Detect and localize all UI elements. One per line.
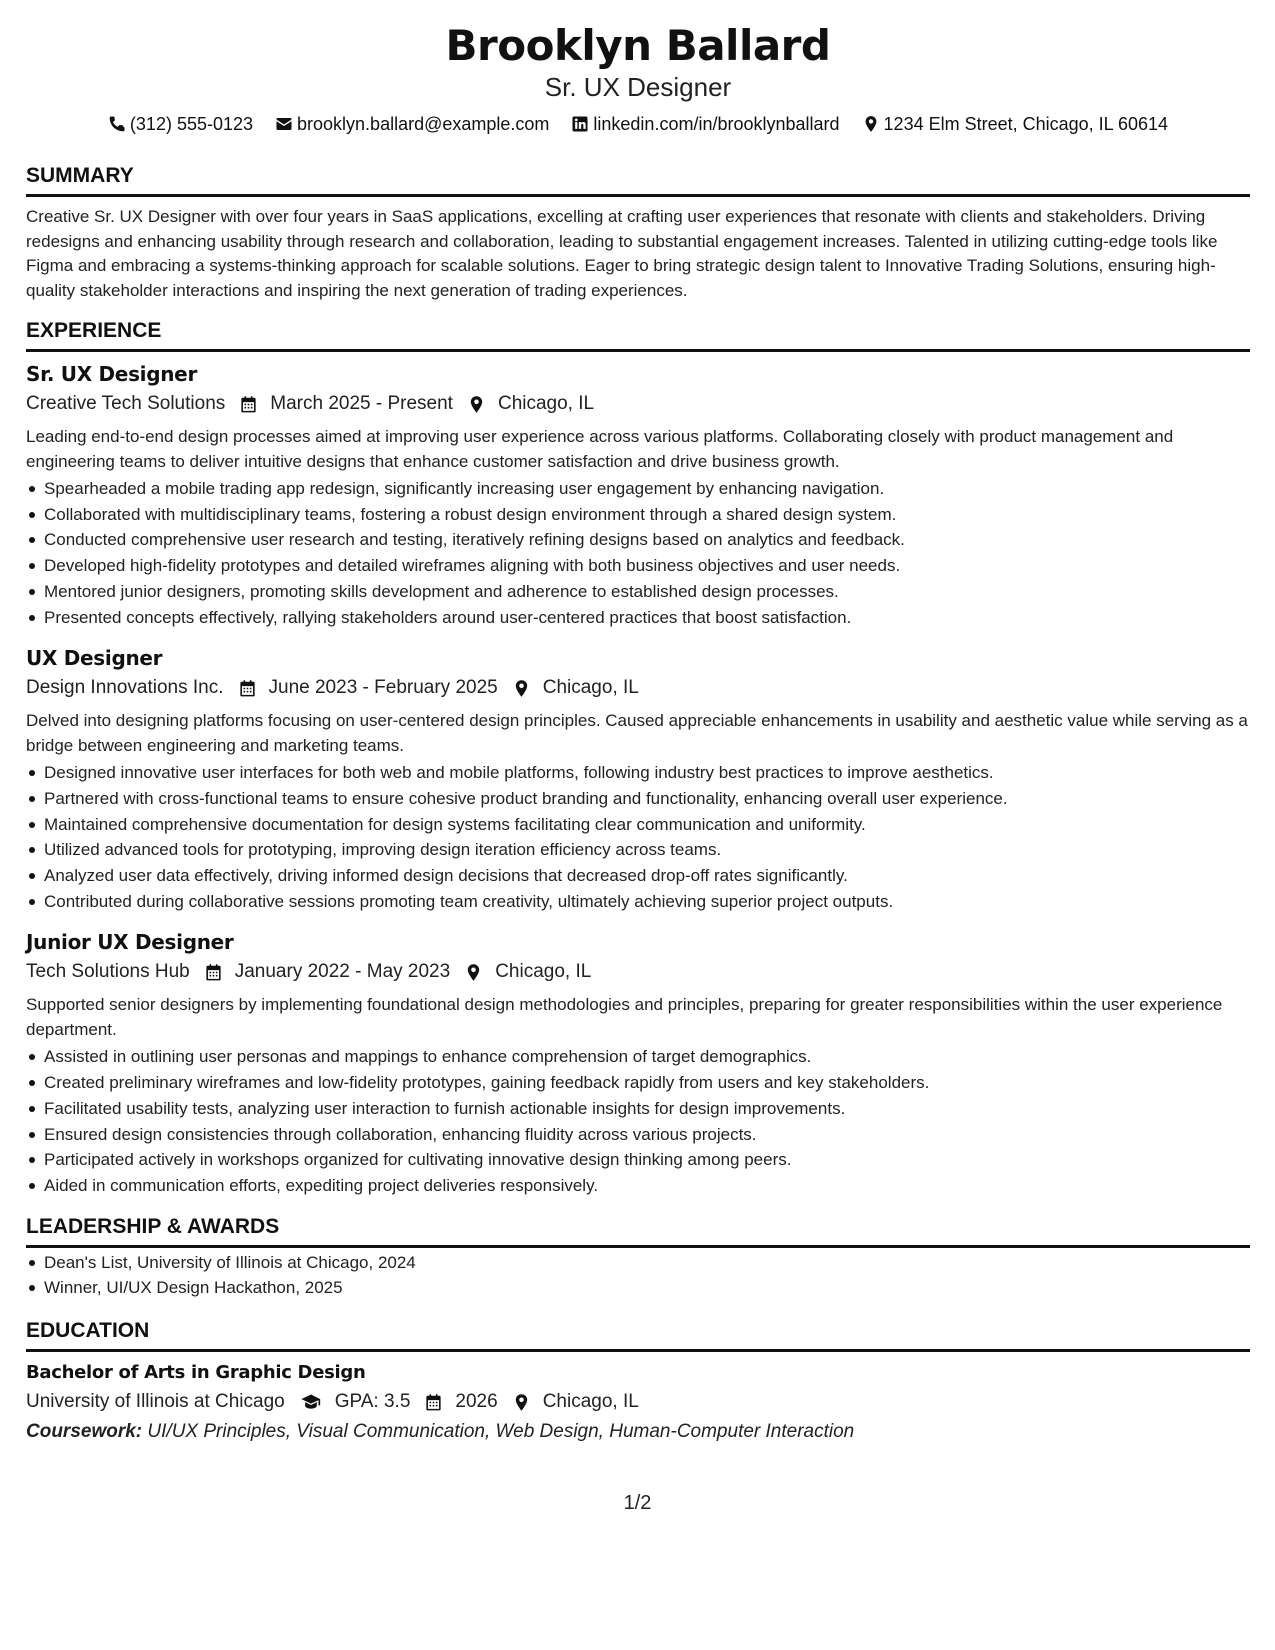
job-bullets bbox=[26, 760, 1250, 914]
contact-bar bbox=[26, 112, 1250, 136]
list-item: Mentored junior designers, promoting skills development and adherence to established design processes. bbox=[26, 579, 1250, 605]
coursework-line bbox=[26, 1418, 1250, 1446]
phone-icon bbox=[108, 115, 126, 133]
list-item: Ensured design consistencies through collaboration, enhancing fluidity across various projects. bbox=[26, 1122, 1250, 1148]
job-dates: January 2022 - May 2023 bbox=[234, 961, 451, 983]
list-item: Utilized advanced tools for prototyping, improving design iteration efficiency across teams. bbox=[26, 837, 1250, 863]
awards-section bbox=[26, 1213, 1250, 1301]
list-item: Maintained comprehensive documentation for design systems facilitating clear communication and uniformity. bbox=[26, 812, 1250, 838]
school-location: Chicago, IL bbox=[542, 1391, 639, 1413]
job-location: Chicago, IL bbox=[542, 677, 639, 699]
job-bullets bbox=[26, 1044, 1250, 1198]
email-link[interactable]: brooklyn.ballard@example.com bbox=[297, 114, 550, 134]
resume-header bbox=[26, 20, 1250, 136]
section-title-awards: LEADERSHIP & AWARDS bbox=[26, 1213, 1250, 1248]
contact-address bbox=[862, 112, 1169, 136]
job-entry bbox=[26, 360, 1250, 630]
job-meta bbox=[26, 958, 1250, 986]
company-name: Tech Solutions Hub bbox=[26, 961, 190, 983]
job-title: UX Designer bbox=[26, 646, 163, 671]
page-number: 1/2 bbox=[623, 1492, 652, 1514]
calendar-icon bbox=[239, 395, 258, 414]
job-description: Delved into designing platforms focusing on user-centered design principles. Caused appreciable enhancements in usability and aesthetic value while serving as a bridge between engineering and marketing teams. bbox=[26, 711, 1248, 755]
coursework-list: UI/UX Principles, Visual Communication, Web Design, Human-Computer Interaction bbox=[147, 1421, 855, 1443]
map-pin-icon bbox=[862, 115, 880, 133]
list-item: Collaborated with multidisciplinary teams, fostering a robust design environment through a shared design system. bbox=[26, 502, 1250, 528]
map-pin-icon bbox=[464, 963, 483, 982]
list-item: Presented concepts effectively, rallying stakeholders around user-centered practices that boost satisfaction. bbox=[26, 605, 1250, 631]
candidate-role: Sr. UX Designer bbox=[544, 72, 732, 102]
job-meta bbox=[26, 674, 1250, 702]
list-item: Partnered with cross-functional teams to ensure cohesive product branding and functionality, enhancing overall user experience. bbox=[26, 786, 1250, 812]
section-title-education: EDUCATION bbox=[26, 1317, 1250, 1352]
awards-list bbox=[26, 1250, 1250, 1301]
job-title: Sr. UX Designer bbox=[26, 362, 198, 386]
list-item: Developed high-fidelity prototypes and detailed wireframes aligning with both business objectives and user needs. bbox=[26, 553, 1250, 579]
education-section bbox=[26, 1317, 1250, 1446]
education-meta bbox=[26, 1388, 1250, 1416]
degree-title: Bachelor of Arts in Graphic Design bbox=[26, 1362, 366, 1384]
map-pin-icon bbox=[512, 1393, 531, 1412]
list-item: Spearheaded a mobile trading app redesign, significantly increasing user engagement by enhancing navigation. bbox=[26, 476, 1250, 502]
list-item: Created preliminary wireframes and low-fidelity prototypes, gaining feedback rapidly from users and key stakeholders. bbox=[26, 1070, 1250, 1096]
coursework-label: Coursework: bbox=[26, 1421, 143, 1443]
graduation-year: 2026 bbox=[455, 1391, 498, 1413]
job-bullets bbox=[26, 476, 1250, 630]
list-item: Dean's List, University of Illinois at Chicago, 2024 bbox=[26, 1250, 1250, 1276]
resume-page bbox=[26, 20, 1250, 1446]
gpa-text: GPA: 3.5 bbox=[334, 1391, 411, 1413]
phone-text: (312) 555-0123 bbox=[129, 114, 254, 134]
job-description: Leading end-to-end design processes aimed at improving user experience across various platforms. Collaborating closely with product management and engineering teams to deliver intuitive designs that enhance customer satisfaction and drive business growth. bbox=[26, 427, 1174, 471]
job-location: Chicago, IL bbox=[497, 393, 595, 414]
envelope-icon bbox=[275, 115, 293, 133]
section-title-experience: EXPERIENCE bbox=[26, 317, 1250, 352]
address-text: 1234 Elm Street, Chicago, IL 60614 bbox=[883, 114, 1169, 134]
list-item: Assisted in outlining user personas and mappings to enhance comprehension of target demographics. bbox=[26, 1044, 1250, 1070]
list-item: Contributed during collaborative sessions promoting team creativity, ultimately achieving superior project outputs. bbox=[26, 889, 1250, 915]
calendar-icon bbox=[238, 679, 257, 698]
list-item: Analyzed user data effectively, driving informed design decisions that decreased drop-off rates significantly. bbox=[26, 863, 1250, 889]
contact-email[interactable] bbox=[275, 112, 549, 136]
graduation-cap-icon bbox=[299, 1392, 323, 1412]
list-item: Facilitated usability tests, analyzing user interaction to furnish actionable insights for design improvements. bbox=[26, 1096, 1250, 1122]
summary-section bbox=[26, 162, 1250, 303]
contact-phone bbox=[108, 112, 253, 136]
experience-section bbox=[26, 317, 1250, 1199]
list-item: Designed innovative user interfaces for both web and mobile platforms, following industry best practices to improve aesthetics. bbox=[26, 760, 1250, 786]
company-name: Creative Tech Solutions bbox=[26, 393, 226, 414]
map-pin-icon bbox=[512, 679, 531, 698]
school-name: University of Illinois at Chicago bbox=[26, 1391, 285, 1413]
list-item: Conducted comprehensive user research and testing, iteratively refining designs based on analytics and feedback. bbox=[26, 527, 1250, 553]
job-entry bbox=[26, 928, 1250, 1198]
list-item: Participated actively in workshops organized for cultivating innovative design thinking among peers. bbox=[26, 1147, 1250, 1173]
linkedin-icon bbox=[571, 115, 589, 133]
job-dates: June 2023 - February 2025 bbox=[268, 677, 498, 699]
candidate-name: Brooklyn Ballard bbox=[445, 21, 831, 70]
company-name: Design Innovations Inc. bbox=[26, 677, 224, 699]
contact-linkedin[interactable] bbox=[571, 112, 839, 136]
list-item: Winner, UI/UX Design Hackathon, 2025 bbox=[26, 1275, 1250, 1301]
linkedin-link[interactable]: linkedin.com/in/brooklynballard bbox=[593, 114, 840, 134]
job-entry bbox=[26, 644, 1250, 914]
section-title-summary: SUMMARY bbox=[26, 162, 1250, 197]
list-item: Aided in communication efforts, expediting project deliveries responsively. bbox=[26, 1173, 1250, 1199]
job-description: Supported senior designers by implementing foundational design methodologies and principles, preparing for greater responsibilities within the user experience department. bbox=[26, 995, 1223, 1039]
job-location: Chicago, IL bbox=[495, 961, 592, 983]
calendar-icon bbox=[204, 963, 223, 982]
job-title: Junior UX Designer bbox=[26, 930, 234, 955]
summary-text: Creative Sr. UX Designer with over four years in SaaS applications, excelling at crafting user experiences that resonate with clients and stakeholders. Driving redesigns and enhancing usability through research and collaboration, leading to substantial engagement increases. Talented in utilizing cutting-edge tools like Figma and embracing a systems-thinking approach for scalable solutions. Eager to bring strategic design talent to Innovative Trading Solutions, ensuring high-quality stakeholder interactions and inspiring the next generation of trading experiences. bbox=[26, 207, 1218, 300]
map-pin-icon bbox=[467, 395, 486, 414]
job-meta bbox=[26, 390, 1250, 418]
calendar-icon bbox=[424, 1393, 443, 1412]
job-dates: March 2025 - Present bbox=[270, 393, 453, 414]
